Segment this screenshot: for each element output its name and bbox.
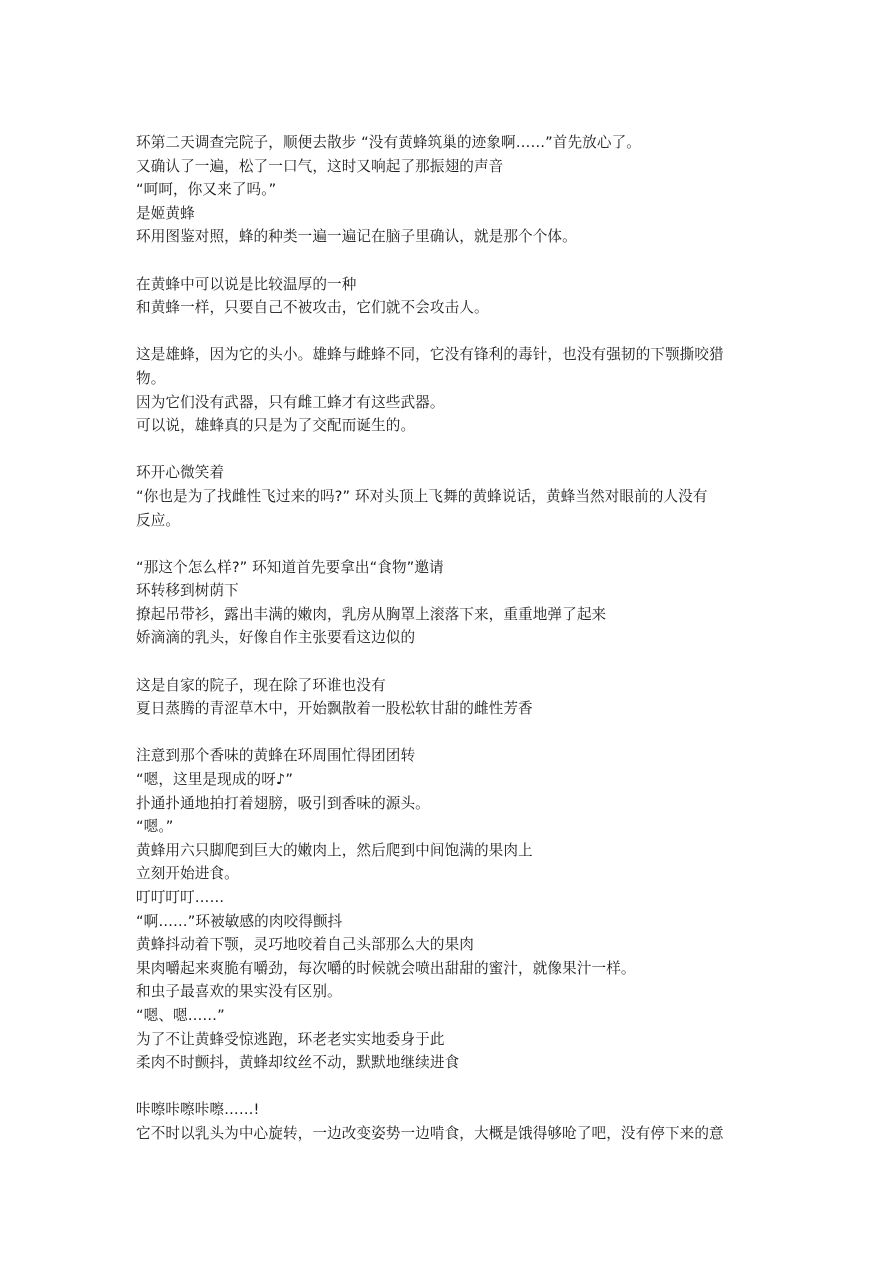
text-line: 娇滴滴的乳头，好像自作主张要看这边似的: [136, 629, 416, 647]
text-line: “那这个怎么样?” 环知道首先要拿出“食物”邀请: [136, 558, 444, 576]
text-line: 黄蜂抖动着下颚，灵巧地咬着自己头部那么大的果肉: [136, 936, 474, 954]
paragraph: [136, 343, 760, 437]
text-line: “嗯、嗯……”: [136, 1006, 225, 1024]
text-line: 在黄蜂中可以说是比较温厚的一种: [136, 275, 357, 293]
text-line: 环第二天调查完院子，顺便去散步 “没有黄蜂筑巢的迹象啊……”首先放心了。: [136, 134, 641, 151]
text-line: 是姬黄蜂: [136, 204, 195, 222]
paragraph-gap: [136, 1075, 760, 1099]
text-line: 咔嚓咔嚓咔嚓……!: [136, 1101, 260, 1119]
text-line: 果肉嚼起来爽脆有嚼劲，每次嚼的时候就会喷出甜甜的蜜汁，就像果汁一样。: [136, 959, 636, 977]
text-line: 这是自家的院子，现在除了环谁也没有: [136, 676, 386, 694]
paragraph: [136, 131, 760, 249]
text-line: 夏日蒸腾的青涩草木中，开始飘散着一股松软甘甜的雌性芳香: [136, 700, 533, 718]
text-line: “嗯，这里是现成的呀♪”: [136, 771, 293, 789]
text-line: “嗯。”: [136, 818, 174, 836]
paragraph-gap: [136, 650, 760, 674]
paragraph: [136, 273, 760, 320]
paragraph-gap: [136, 532, 760, 556]
paragraph-gap: [136, 438, 760, 462]
text-line: 为了不让黄蜂受惊逃跑，环老老实实地委身于此: [136, 1030, 445, 1048]
text-line: 环用图鉴对照，蜂的种类一遍一遍记在脑子里确认，就是那个个体。: [136, 228, 577, 246]
text-line: 扑通扑通地拍打着翅膀，吸引到香味的源头。: [136, 794, 430, 812]
text-line: 柔肉不时颤抖，黄蜂却纹丝不动，默默地继续进食: [136, 1054, 460, 1072]
text-line: “你也是为了找雌性飞过来的吗?” 环对头顶上飞舞的黄蜂说话，黄蜂当然对眼前的人没有: [136, 487, 708, 505]
paragraph-gap: [136, 320, 760, 344]
text-line: 这是雄蜂，因为它的头小。雄蜂与雌蜂不同，它没有锋利的毒针，也没有强韧的下颚撕咬猎: [136, 346, 724, 364]
text-line: 撩起吊带衫，露出丰满的嫩肉，乳房从胸罩上滚落下来，重重地弹了起来: [136, 605, 607, 623]
paragraph: [136, 1098, 760, 1145]
paragraph: [136, 556, 760, 650]
text-line: 环转移到树荫下: [136, 582, 239, 600]
paragraph: [136, 461, 760, 532]
text-line: 可以说，雄蜂真的只是为了交配而诞生的。: [136, 417, 416, 435]
paragraph: [136, 744, 760, 1074]
paragraph-gap: [136, 249, 760, 273]
text-line: 黄蜂用六只脚爬到巨大的嫩肉上，然后爬到中间饱满的果肉上: [136, 841, 533, 859]
text-line: 物。: [136, 369, 166, 387]
document-body: [136, 131, 760, 1146]
text-line: 注意到那个香味的黄蜂在环周围忙得团团转: [136, 747, 416, 765]
text-line: “啊……”环被敏感的肉咬得颤抖: [136, 912, 343, 930]
text-line: “呵呵，你又来了吗。”: [136, 181, 277, 199]
paragraph: [136, 674, 760, 721]
text-line: 叮叮叮叮……: [136, 889, 225, 906]
text-line: 它不时以乳头为中心旋转，一边改变姿势一边啃食，大概是饿得够呛了吧，没有停下来的意: [136, 1124, 724, 1142]
text-line: 又确认了一遍，松了一口气，这时又响起了那振翅的声音: [136, 157, 504, 175]
text-line: 和虫子最喜欢的果实没有区别。: [136, 983, 342, 1001]
text-line: 环开心微笑着: [136, 464, 225, 482]
paragraph-gap: [136, 721, 760, 745]
text-line: 因为它们没有武器，只有雌工蜂才有这些武器。: [136, 393, 445, 411]
text-line: 反应。: [136, 511, 181, 529]
text-line: 立刻开始进食。: [136, 865, 239, 883]
text-line: 和黄蜂一样，只要自己不被攻击，它们就不会攻击人。: [136, 299, 489, 317]
